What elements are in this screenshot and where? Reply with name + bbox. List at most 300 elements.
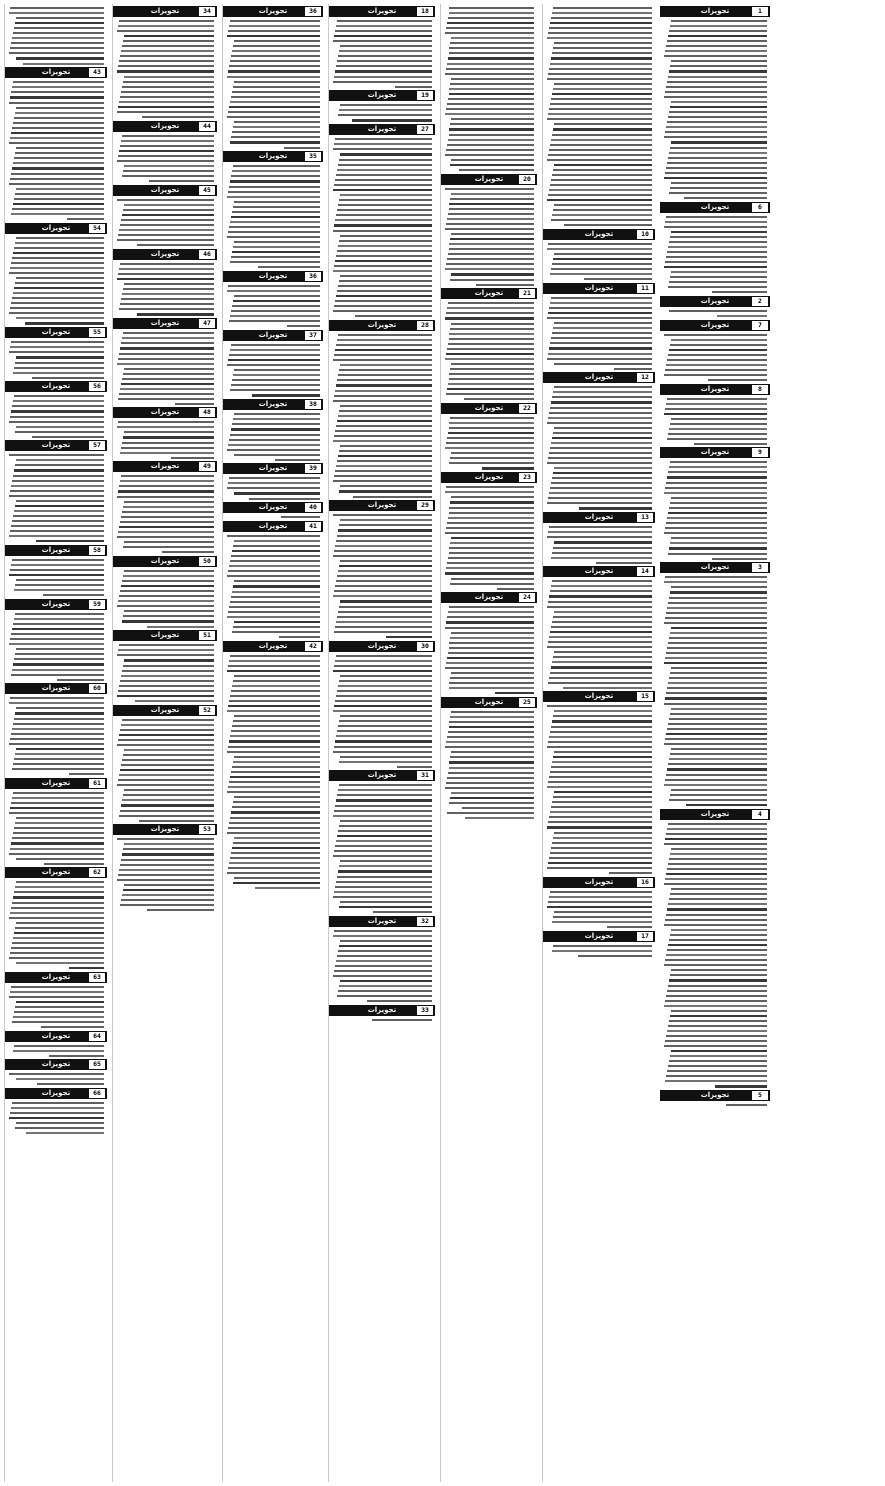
text-line <box>336 295 432 297</box>
text-line <box>11 1107 104 1109</box>
text-line <box>124 884 214 886</box>
text-line <box>232 685 320 687</box>
text-line <box>333 400 432 402</box>
column-4 <box>328 4 435 1482</box>
text-line <box>117 111 214 113</box>
text-line <box>137 313 214 315</box>
text-line <box>667 828 767 830</box>
text-line <box>449 338 535 340</box>
item-number: 17 <box>637 932 653 941</box>
item-number: 65 <box>89 1060 105 1069</box>
section-header <box>5 545 107 556</box>
section-title: تجویزات <box>367 7 397 15</box>
item-number: 5 <box>752 1091 768 1100</box>
text-line <box>552 174 652 176</box>
text-line <box>10 490 104 492</box>
text-line <box>553 391 652 393</box>
text-line <box>229 477 320 479</box>
text-line <box>450 716 534 718</box>
text-line <box>355 315 432 317</box>
listing-block <box>543 512 655 563</box>
text-line <box>712 558 767 560</box>
text-line <box>230 101 320 103</box>
text-line <box>553 7 652 9</box>
text-line <box>670 934 767 936</box>
text-line <box>233 86 320 88</box>
item-number: 29 <box>417 501 433 510</box>
text-line <box>670 853 767 855</box>
text-line <box>665 50 767 52</box>
text-line <box>230 434 320 436</box>
text-line <box>552 580 652 582</box>
text-line <box>338 870 432 872</box>
item-number: 41 <box>305 522 321 531</box>
text-line <box>547 826 652 828</box>
text-line <box>335 179 432 181</box>
text-line <box>552 332 652 334</box>
text-line <box>123 506 214 508</box>
text-line <box>451 632 534 634</box>
text-line <box>233 165 320 167</box>
text-line <box>717 315 767 317</box>
text-line <box>339 490 432 492</box>
text-line <box>446 68 534 70</box>
item-number: 14 <box>637 567 653 576</box>
text-line <box>465 817 534 819</box>
text-line <box>13 203 104 205</box>
text-line <box>123 848 214 850</box>
text-line <box>445 746 534 748</box>
text-line <box>668 985 767 987</box>
text-line <box>227 290 320 292</box>
text-line <box>12 559 104 561</box>
listing-block <box>223 271 323 327</box>
text-line <box>550 631 652 633</box>
section-title: تجویزات <box>700 202 730 211</box>
text-line <box>551 219 652 221</box>
text-line <box>451 452 534 454</box>
text-line <box>336 214 432 216</box>
text-line <box>339 784 432 786</box>
section-header <box>223 641 323 652</box>
listing-block <box>113 318 217 405</box>
text-line <box>445 787 534 789</box>
text-line <box>670 1015 767 1017</box>
text-line <box>669 547 767 549</box>
text-line <box>554 832 652 834</box>
text-line <box>232 305 320 307</box>
text-line <box>16 147 104 149</box>
text-line <box>550 22 652 24</box>
text-line <box>664 492 767 494</box>
text-line <box>335 138 432 140</box>
text-line <box>668 354 767 356</box>
text-line <box>231 555 320 557</box>
section-header <box>5 327 107 338</box>
text-line <box>15 886 104 888</box>
text-line <box>11 410 104 412</box>
text-line <box>340 860 432 862</box>
text-line <box>671 748 767 750</box>
text-line <box>333 855 432 857</box>
text-line <box>227 449 320 451</box>
text-line <box>227 791 320 793</box>
text-line <box>333 710 432 712</box>
text-line <box>668 903 767 905</box>
text-line <box>228 746 320 748</box>
text-line <box>16 748 104 750</box>
text-line <box>120 96 214 98</box>
text-line <box>553 547 652 549</box>
text-line <box>666 954 767 956</box>
text-line <box>666 833 767 835</box>
text-line <box>447 812 534 814</box>
text-line <box>15 712 104 714</box>
section-title: تجویزات <box>474 697 504 706</box>
text-line <box>669 858 767 860</box>
item-number: 19 <box>417 91 433 100</box>
text-line <box>666 692 767 694</box>
text-line <box>15 613 104 615</box>
text-line <box>234 756 320 758</box>
text-line <box>15 584 104 586</box>
text-line <box>335 740 432 742</box>
text-line <box>339 906 432 908</box>
text-line <box>16 237 104 239</box>
text-line <box>37 1083 104 1085</box>
text-line <box>671 586 767 588</box>
text-line <box>229 186 320 188</box>
text-line <box>339 565 432 567</box>
text-line <box>15 242 104 244</box>
text-line <box>284 147 320 149</box>
section-header <box>441 472 537 483</box>
text-line <box>549 636 652 638</box>
section-header <box>543 512 655 523</box>
text-line <box>551 766 652 768</box>
item-number: 50 <box>199 557 215 566</box>
text-line <box>667 121 767 123</box>
text-line <box>11 91 104 93</box>
text-line <box>686 804 767 806</box>
text-line <box>551 442 652 444</box>
listing-block <box>113 556 217 628</box>
text-line <box>671 497 767 499</box>
text-line <box>445 188 534 190</box>
text-line <box>667 398 767 400</box>
text-line <box>339 159 432 161</box>
text-line <box>228 867 320 869</box>
item-number: 43 <box>89 68 105 77</box>
text-line <box>11 947 104 949</box>
text-line <box>449 606 535 608</box>
text-line <box>119 353 214 355</box>
text-line <box>233 761 320 763</box>
text-line <box>12 37 104 39</box>
text-line <box>9 495 104 497</box>
listing-block <box>660 384 770 445</box>
text-line <box>664 581 767 583</box>
text-line <box>230 60 320 62</box>
text-line <box>547 462 652 464</box>
text-line <box>333 230 432 232</box>
text-line <box>449 208 535 210</box>
text-line <box>12 208 104 210</box>
item-number: 56 <box>89 382 105 391</box>
text-line <box>671 1010 767 1012</box>
text-line <box>124 749 214 751</box>
text-line <box>122 719 214 721</box>
text-line <box>16 426 104 428</box>
text-line <box>124 204 214 206</box>
text-line <box>230 349 320 351</box>
text-line <box>229 226 320 228</box>
text-line <box>228 70 320 72</box>
text-line <box>447 562 534 564</box>
text-line <box>227 575 320 577</box>
text-line <box>16 17 104 19</box>
text-line <box>119 815 214 817</box>
text-line <box>553 945 652 947</box>
item-number: 61 <box>89 779 105 788</box>
text-line <box>552 396 652 398</box>
text-line <box>548 32 652 34</box>
item-number: 22 <box>519 404 535 413</box>
text-line <box>333 595 432 597</box>
text-line <box>123 209 214 211</box>
text-line <box>232 91 320 93</box>
text-line <box>451 78 534 80</box>
text-line <box>16 707 104 709</box>
text-line <box>552 12 652 14</box>
text-line <box>549 68 652 70</box>
section-header <box>329 641 435 652</box>
text-line <box>671 1050 767 1052</box>
text-line <box>333 751 432 753</box>
text-line <box>12 520 104 522</box>
text-line <box>334 184 432 186</box>
section-header <box>329 1005 435 1016</box>
text-line <box>340 560 432 562</box>
text-line <box>336 540 432 542</box>
text-line <box>459 169 534 171</box>
column-1 <box>660 4 770 1482</box>
text-line <box>14 287 104 289</box>
listing-block <box>441 472 537 589</box>
text-line <box>446 621 534 623</box>
text-line <box>551 17 652 19</box>
text-line <box>666 522 767 524</box>
text-line <box>550 63 652 65</box>
text-line <box>69 773 104 775</box>
text-line <box>551 726 652 728</box>
text-line <box>122 759 214 761</box>
text-line <box>230 20 320 22</box>
text-line <box>13 832 104 834</box>
item-number: 37 <box>305 331 321 340</box>
section-header <box>5 1031 107 1042</box>
column-3 <box>440 4 537 1482</box>
text-line <box>549 149 652 151</box>
text-line <box>228 705 320 707</box>
listing-block <box>441 812 537 819</box>
text-line <box>229 320 320 322</box>
text-line <box>547 78 652 80</box>
text-line <box>667 687 767 689</box>
section-title: تجویزات <box>258 330 288 339</box>
text-line <box>372 1019 432 1021</box>
text-line <box>9 917 104 919</box>
text-line <box>339 240 432 242</box>
text-line <box>9 421 104 423</box>
text-line <box>336 881 432 883</box>
text-line <box>550 342 652 344</box>
section-header <box>441 174 537 185</box>
text-line <box>548 531 652 533</box>
text-line <box>669 310 767 312</box>
text-line <box>551 557 652 559</box>
listing-block <box>543 372 655 510</box>
text-line <box>120 452 214 454</box>
text-line <box>446 567 534 569</box>
text-line <box>447 307 534 309</box>
text-line <box>450 677 534 679</box>
item-number: 53 <box>199 825 215 834</box>
text-line <box>551 139 652 141</box>
text-line <box>584 278 652 280</box>
text-line <box>549 526 652 528</box>
text-line <box>227 236 320 238</box>
text-line <box>118 234 214 236</box>
section-header <box>223 6 323 17</box>
text-line <box>12 669 104 671</box>
text-line <box>336 25 432 27</box>
text-line <box>227 35 320 37</box>
item-number: 10 <box>637 230 653 239</box>
text-line <box>123 170 214 172</box>
listing-block <box>223 641 323 890</box>
section-header <box>5 778 107 789</box>
text-line <box>667 81 767 83</box>
text-line <box>339 720 432 722</box>
text-line <box>666 86 767 88</box>
text-line <box>445 572 534 574</box>
listing-block <box>5 223 107 325</box>
text-line <box>233 418 320 420</box>
section-title: تجویزات <box>41 1060 71 1069</box>
text-line <box>117 496 214 498</box>
text-line <box>451 363 534 365</box>
text-line <box>668 512 767 514</box>
text-line <box>119 774 214 776</box>
section-header <box>441 592 537 603</box>
text-line <box>117 536 214 538</box>
section-title: تجویزات <box>367 641 397 650</box>
listing-block <box>660 1090 770 1106</box>
text-line <box>337 535 432 537</box>
text-line <box>124 76 214 78</box>
text-line <box>171 457 214 459</box>
text-line <box>117 695 214 697</box>
text-line <box>548 154 652 156</box>
text-line <box>231 811 320 813</box>
item-number: 18 <box>417 7 433 16</box>
text-line <box>446 782 534 784</box>
text-line <box>449 7 534 9</box>
text-line <box>339 109 432 111</box>
text-line <box>446 223 534 225</box>
listing-block <box>223 463 323 499</box>
text-line <box>552 761 652 763</box>
column-2 <box>542 4 655 1482</box>
text-line <box>549 108 652 110</box>
text-line <box>551 401 652 403</box>
text-line <box>119 150 214 152</box>
text-line <box>340 715 432 717</box>
section-title: تجویزات <box>700 809 730 818</box>
listing-block <box>223 330 323 397</box>
text-line <box>227 872 320 874</box>
text-line <box>451 233 534 235</box>
text-line <box>10 96 104 98</box>
text-line <box>334 35 432 37</box>
text-line <box>120 347 214 349</box>
text-line <box>665 131 767 133</box>
text-line <box>12 797 104 799</box>
item-number: 35 <box>305 152 321 161</box>
text-line <box>122 214 214 216</box>
text-line <box>609 872 652 874</box>
text-line <box>234 241 320 243</box>
text-line <box>121 475 214 477</box>
text-line <box>449 12 535 14</box>
text-line <box>227 76 320 78</box>
text-line <box>548 113 652 115</box>
text-line <box>338 164 432 166</box>
text-line <box>671 101 767 103</box>
item-number: 63 <box>89 973 105 982</box>
text-line <box>449 552 535 554</box>
text-line <box>664 883 767 885</box>
text-line <box>664 136 767 138</box>
text-line <box>554 164 652 166</box>
item-number: 32 <box>417 917 433 926</box>
text-line <box>334 76 432 78</box>
text-line <box>340 45 432 47</box>
text-line <box>15 464 104 466</box>
text-line <box>447 63 534 65</box>
text-line <box>337 290 432 292</box>
item-number: 36 <box>305 272 321 281</box>
text-line <box>11 173 104 175</box>
text-line <box>666 256 767 258</box>
section-header <box>329 6 435 17</box>
text-line <box>547 159 652 161</box>
text-line <box>121 50 214 52</box>
text-line <box>231 216 320 218</box>
text-line <box>339 945 432 947</box>
text-line <box>335 545 432 547</box>
item-number: 39 <box>305 464 321 473</box>
text-line <box>229 106 320 108</box>
text-line <box>121 447 214 449</box>
text-line <box>334 970 432 972</box>
text-line <box>11 633 104 635</box>
text-line <box>339 761 432 763</box>
item-number: 62 <box>89 868 105 877</box>
text-line <box>450 501 534 503</box>
text-line <box>449 93 535 95</box>
